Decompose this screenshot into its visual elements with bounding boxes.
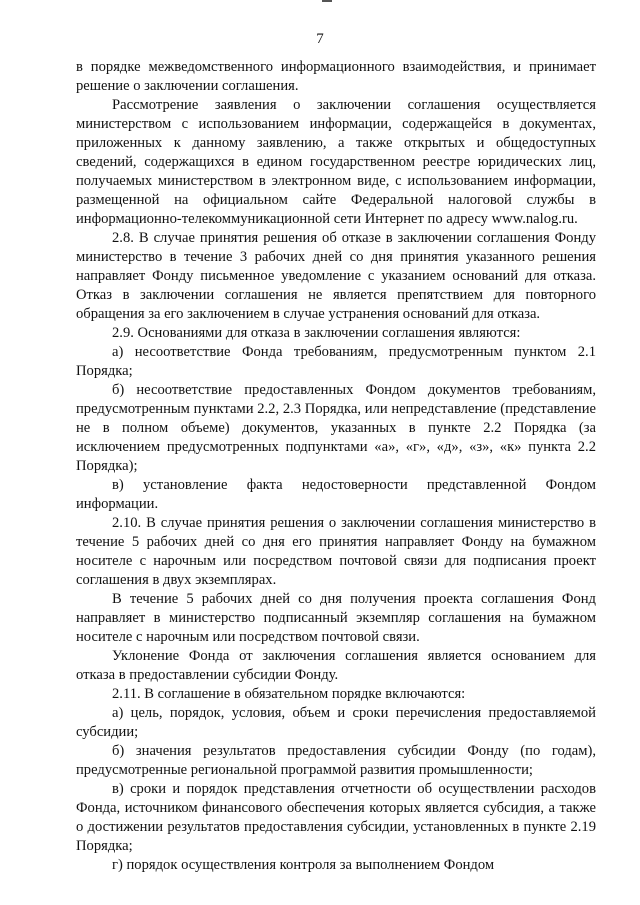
paragraph: в) установление факта недостоверности представленной Фондом информации.: [76, 477, 596, 512]
paragraph: б) значения результатов предоставления субсидии Фонду (по годам), предусмотренные региональной программой развития промышленности;: [76, 743, 596, 778]
paragraph: 2.10. В случае принятия решения о заключении соглашения министерство в течение 5 рабочих дней со дня его принятия направляет Фонду на бумажном носителе с нарочным или посредством почтовой связи для подписания проект соглашения в двух экземплярах.: [76, 515, 596, 588]
page-number: 7: [316, 31, 324, 47]
scan-mark: [322, 0, 332, 2]
body-text: [76, 58, 596, 875]
paragraph: г) порядок осуществления контроля за выполнением Фондом: [112, 857, 495, 873]
paragraph: 2.8. В случае принятия решения об отказе в заключении соглашения Фонду министерство в течение 3 рабочих дней со дня принятия указанного решения направляет Фонду письменное уведомление с указанием оснований для отказа. Отказ в заключении соглашения не является препятствием для повторного обращения за его заключением в случае устранения оснований для отказа.: [76, 230, 596, 322]
paragraph: В течение 5 рабочих дней со дня получения проекта соглашения Фонд направляет в министерство подписанный экземпляр соглашения на бумажном носителе с нарочным или посредством почтовой связи.: [76, 591, 596, 645]
paragraph: 2.11. В соглашение в обязательном порядке включаются:: [112, 686, 466, 702]
paragraph: б) несоответствие предоставленных Фондом документов требованиям, предусмотренным пунктами 2.2, 2.3 Порядка, или непредставление (представление не в полном объеме) документов, указанных в пункте 2.2 Порядка (за исключением предусмотренных подпунктами «а», «г», «д», «з», «к» пункта 2.2 Порядка);: [76, 382, 596, 474]
paragraph: в порядке межведомственного информационного взаимодействия, и принимает решение о заключении соглашения.: [76, 59, 596, 94]
paragraph: 2.9. Основаниями для отказа в заключении соглашения являются:: [112, 325, 521, 341]
paragraph: в) сроки и порядок представления отчетности об осуществлении расходов Фонда, источником финансового обеспечения которых является субсидия, а также о достижении результатов предоставления субсидии, установленных в пункте 2.19 Порядка;: [76, 781, 596, 854]
paragraph: Уклонение Фонда от заключения соглашения является основанием для отказа в предоставлении субсидии Фонду.: [76, 648, 596, 683]
paragraph: а) несоответствие Фонда требованиям, предусмотренным пунктом 2.1 Порядка;: [76, 344, 596, 379]
paragraph: Рассмотрение заявления о заключении соглашения осуществляется министерством с использованием информации, содержащейся в документах, приложенных к данному заявлению, а также открытых и общедоступных сведений, содержащихся в едином государственном реестре юридических лиц, получаемых министерством в электронном виде, с использованием информации, размещенной на официальном сайте Федеральной налоговой службы в информационно-телекоммуникационной сети Интернет по адресу www.nalog.ru.: [76, 97, 596, 227]
paragraph: а) цель, порядок, условия, объем и сроки перечисления предоставляемой субсидии;: [76, 705, 596, 740]
